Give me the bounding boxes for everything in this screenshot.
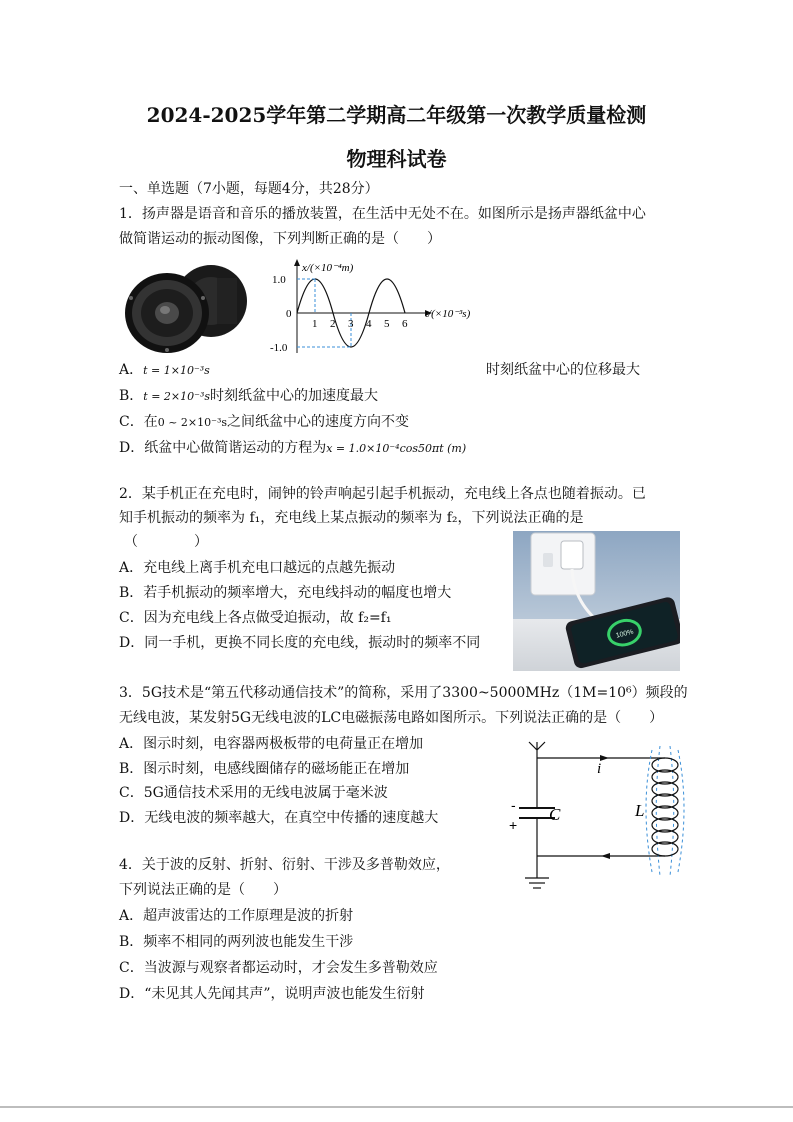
phone-charging-image xyxy=(513,531,680,671)
q1-option-a: A．t = 1×10⁻³s xyxy=(119,362,210,378)
q2-option-a: A．充电线上离手机充电口越远的点越先振动 xyxy=(119,560,396,576)
q2-stem-line1: 2．某手机正在充电时，闹钟的铃声响起引起手机振动，充电线上各点也随着振动。已 xyxy=(119,486,646,502)
q4-option-a: A．超声波雷达的工作原理是波的折射 xyxy=(119,908,354,924)
lc-circuit-diagram xyxy=(505,738,695,893)
q1-stem-line1: 1．扬声器是语音和音乐的播放装置，在生活中无处不在。如图所示是扬声器纸盆中心 xyxy=(119,206,646,222)
graph-y-max: 1.0 xyxy=(272,274,286,286)
q3-stem-line1: 3．5G技术是“第五代移动通信技术”的简称，采用了3300~5000MHz（1M=10⁶）频段的 xyxy=(119,685,688,701)
graph-tick: 2 xyxy=(330,318,336,330)
q2-option-c: C．因为充电线上各点做受迫振动，故 f₂=f₁ xyxy=(119,610,392,626)
graph-y-min: -1.0 xyxy=(270,342,288,354)
graph-x-label: t/(×10⁻³s) xyxy=(425,308,471,320)
svg-text:100%: 100% xyxy=(615,628,635,640)
q2-answer-paren: （ ） xyxy=(124,534,208,550)
graph-y-label: x/(×10⁻⁴m) xyxy=(302,262,354,274)
capacitor-label: C xyxy=(549,805,561,824)
speaker-image xyxy=(119,258,250,355)
exam-subtitle: 物理科试卷 xyxy=(346,147,447,171)
q3-option-a: A．图示时刻，电容器两极板带的电荷量正在增加 xyxy=(119,736,424,752)
q1-option-a-suffix: 时刻纸盆中心的位移最大 xyxy=(486,362,640,378)
q4-stem-line1: 4．关于波的反射、折射、衍射、干涉及多普勒效应， xyxy=(119,857,450,873)
q1-option-c: C．在0 ~ 2×10⁻³s之间纸盆中心的速度方向不变 xyxy=(119,414,410,430)
q4-option-b: B．频率不相同的两列波也能发生干涉 xyxy=(119,934,354,950)
plus-sign: + xyxy=(509,817,518,833)
q1-option-b: B．t = 2×10⁻³s时刻纸盆中心的加速度最大 xyxy=(119,388,379,404)
inductor-label: L xyxy=(635,801,645,820)
graph-tick: 3 xyxy=(348,318,354,330)
exam-title: 2024-2025学年第二学期高二年级第一次教学质量检测 xyxy=(146,103,647,127)
minus-sign: - xyxy=(511,797,516,813)
graph-tick: 4 xyxy=(366,318,372,330)
section-heading: 一、单选题（7小题，每题4分，共28分） xyxy=(119,181,379,197)
graph-tick: 5 xyxy=(384,318,390,330)
q2-stem-line2: 知手机振动的频率为 f₁，充电线上某点振动的频率为 f₂，下列说法正确的是 xyxy=(119,510,584,526)
q1-option-d: D．纸盆中心做简谐运动的方程为x = 1.0×10⁻⁴cos50πt (m) xyxy=(119,440,467,456)
q2-option-d: D．同一手机，更换不同长度的充电线，振动时的频率不同 xyxy=(119,635,481,651)
page-bottom-divider xyxy=(0,1106,793,1108)
q4-option-d: D．“未见其人先闻其声”，说明声波也能发生衍射 xyxy=(119,986,425,1002)
current-label: i xyxy=(597,761,602,777)
q3-option-b: B．图示时刻，电感线圈储存的磁场能正在增加 xyxy=(119,761,410,777)
graph-origin: 0 xyxy=(286,308,292,320)
q3-stem-line2: 无线电波，某发射5G无线电波的LC电磁振荡电路如图所示。下列说法正确的是（ ） xyxy=(119,710,664,726)
q4-stem-line2: 下列说法正确的是（ ） xyxy=(119,882,287,898)
vibration-graph xyxy=(268,255,483,360)
q1-stem-line2: 做简谐运动的振动图像，下列判断正确的是（ ） xyxy=(119,231,441,247)
graph-tick: 6 xyxy=(402,318,408,330)
q4-option-c: C．当波源与观察者都运动时，才会发生多普勒效应 xyxy=(119,960,438,976)
q3-option-c: C．5G通信技术采用的无线电波属于毫米波 xyxy=(119,785,388,801)
q2-option-b: B．若手机振动的频率增大，充电线抖动的幅度也增大 xyxy=(119,585,452,601)
q3-option-d: D．无线电波的频率越大，在真空中传播的速度越大 xyxy=(119,810,439,826)
graph-tick: 1 xyxy=(312,318,318,330)
